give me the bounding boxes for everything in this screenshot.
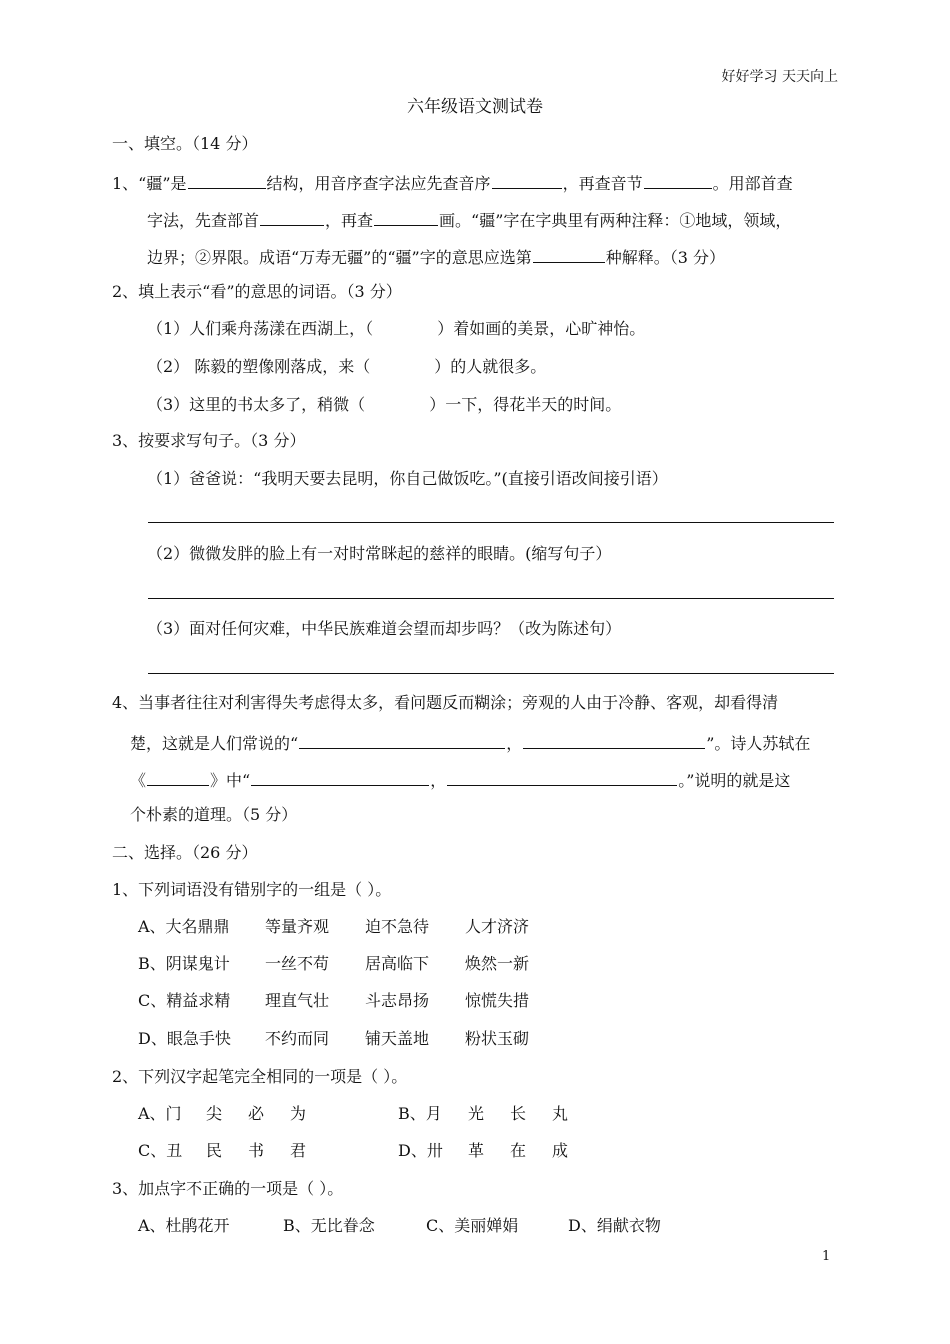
option-word: 粉状玉砌 xyxy=(465,1029,530,1048)
section1-heading: 一、填空。（14 分） xyxy=(112,134,258,153)
q3-item2: （2）微微发胖的脸上有一对时常眯起的慈祥的眼睛。(缩写句子） xyxy=(147,544,612,563)
q1-line2 xyxy=(147,207,791,232)
q4-text: ， xyxy=(430,771,447,790)
option-word: 居高临下 xyxy=(365,954,430,973)
mc1-option-a[interactable] xyxy=(138,916,529,938)
q3-item3: （3）面对任何灾难，中华民族难道会望而却步吗？（改为陈述句） xyxy=(147,619,622,638)
q1-text: ，再查 xyxy=(325,211,374,230)
answer-line[interactable] xyxy=(148,522,834,523)
q1-line3 xyxy=(147,244,725,269)
option-label: D、眼急手快 xyxy=(138,1029,231,1048)
option-char: 民 xyxy=(206,1141,223,1160)
q4-line2 xyxy=(130,730,810,755)
mc1-stem: 1、下列词语没有错别字的一组是（ ）。 xyxy=(112,880,392,899)
option-word: 一丝不苟 xyxy=(265,954,330,973)
option-word: 斗志昂扬 xyxy=(365,991,430,1010)
header-motto: 好好学习 天天向上 xyxy=(721,69,838,85)
q4-line1: 4、当事者往往对利害得失考虑得太多，看问题反而糊涂；旁观的人由于冷静、客观，却看得清 xyxy=(112,693,779,712)
fill-blank[interactable] xyxy=(251,767,429,786)
q4-text: 。”说明的就是这 xyxy=(678,771,791,790)
option-word: 人才济济 xyxy=(465,917,530,936)
fill-blank[interactable] xyxy=(147,767,209,786)
option-word: 铺天盖地 xyxy=(365,1029,430,1048)
fill-blank[interactable] xyxy=(523,730,705,749)
mc3-option-c[interactable]: C、美丽婵娟 xyxy=(426,1216,519,1235)
option-char: 君 xyxy=(290,1141,307,1160)
answer-line[interactable] xyxy=(148,673,834,674)
mc2-option-c[interactable] xyxy=(138,1140,306,1162)
q4-line3 xyxy=(130,767,790,792)
q2-stem: 2、填上表示“看”的意思的词语。（3 分） xyxy=(112,282,402,301)
fill-blank[interactable] xyxy=(644,170,712,189)
fill-blank[interactable] xyxy=(533,244,605,263)
option-label: B、阴谋鬼计 xyxy=(138,954,230,973)
option-word: 惊慌失措 xyxy=(465,991,530,1010)
q2-text: ）的人就很多。 xyxy=(434,357,547,376)
option-label: B、月 xyxy=(398,1104,442,1123)
mc2-stem: 2、下列汉字起笔完全相同的一项是（ ）。 xyxy=(112,1067,408,1086)
q2-item3 xyxy=(147,394,621,416)
mc1-option-b[interactable] xyxy=(138,953,529,975)
fill-blank[interactable] xyxy=(374,207,438,226)
option-label: C、丑 xyxy=(138,1141,183,1160)
q4-text: 》中“ xyxy=(210,771,251,790)
q1-text: 结构，用音序查字法应先查音序 xyxy=(266,174,491,193)
option-char: 成 xyxy=(552,1141,569,1160)
option-word: 焕然一新 xyxy=(465,954,530,973)
option-char: 书 xyxy=(248,1141,265,1160)
q3-item1: （1）爸爸说：“我明天要去昆明，你自己做饭吃。”(直接引语改间接引语） xyxy=(147,469,668,488)
option-label: D、卅 xyxy=(398,1141,443,1160)
mc2-option-d[interactable] xyxy=(398,1140,568,1162)
q1-text: 画。“疆”字在字典里有两种注释：①地域，领域， xyxy=(439,211,792,230)
mc3-option-d[interactable]: D、绢献衣物 xyxy=(568,1216,661,1235)
option-char: 长 xyxy=(510,1104,527,1123)
mc3-option-a[interactable]: A、杜鹃花开 xyxy=(138,1216,230,1235)
q1-text: 。用部首查 xyxy=(712,174,793,193)
q1-text: 字法，先查部首 xyxy=(147,211,260,230)
q2-item2 xyxy=(147,356,546,378)
q4-text: ， xyxy=(506,734,523,753)
option-char: 光 xyxy=(468,1104,485,1123)
q2-text: （2） 陈毅的塑像刚落成，来（ xyxy=(147,357,371,376)
q2-text: ）着如画的美景，心旷神怡。 xyxy=(437,319,646,338)
fill-blank[interactable] xyxy=(492,170,562,189)
mc3-option-b[interactable]: B、无比眷念 xyxy=(283,1216,375,1235)
q1-text: 边界；②界限。成语“万寿无疆”的“疆”字的意思应选第 xyxy=(147,248,532,267)
option-char: 尖 xyxy=(206,1104,223,1123)
q2-text: （3）这里的书太多了，稍微（ xyxy=(147,395,366,414)
option-char: 必 xyxy=(248,1104,265,1123)
q4-text: 《 xyxy=(130,771,147,790)
option-word: 等量齐观 xyxy=(265,917,330,936)
q4-text: ”。诗人苏轼在 xyxy=(706,734,811,753)
q2-text: ）一下，得花半天的时间。 xyxy=(429,395,622,414)
section2-heading: 二、选择。（26 分） xyxy=(112,843,258,862)
q4-text: 楚，这就是人们常说的“ xyxy=(130,734,299,753)
q1-line1 xyxy=(112,170,793,195)
q1-text: ，再查音节 xyxy=(562,174,643,193)
q4-line4: 个朴素的道理。（5 分） xyxy=(130,805,298,824)
option-char: 在 xyxy=(510,1141,527,1160)
mc2-option-b[interactable] xyxy=(398,1103,568,1125)
q3-stem: 3、按要求写句子。（3 分） xyxy=(112,431,306,450)
option-char: 丸 xyxy=(552,1104,569,1123)
option-char: 为 xyxy=(290,1104,307,1123)
page-number: 1 xyxy=(822,1249,831,1264)
q2-text: （1）人们乘舟荡漾在西湖上，（ xyxy=(147,319,374,338)
mc1-option-c[interactable] xyxy=(138,990,529,1012)
option-char: 革 xyxy=(468,1141,485,1160)
fill-blank[interactable] xyxy=(188,170,266,189)
fill-blank[interactable] xyxy=(260,207,324,226)
mc2-option-a[interactable] xyxy=(138,1103,306,1125)
page-title: 六年级语文测试卷 xyxy=(407,97,543,117)
mc3-stem: 3、加点字不正确的一项是（ ）。 xyxy=(112,1179,344,1198)
q1-text: 种解释。（3 分） xyxy=(605,248,726,267)
mc1-option-d[interactable] xyxy=(138,1028,529,1050)
option-word: 理直气壮 xyxy=(265,991,330,1010)
fill-blank[interactable] xyxy=(447,767,677,786)
option-label: A、大名鼎鼎 xyxy=(138,917,230,936)
option-word: 不约而同 xyxy=(265,1029,330,1048)
option-label: C、精益求精 xyxy=(138,991,231,1010)
answer-line[interactable] xyxy=(148,598,834,599)
fill-blank[interactable] xyxy=(299,730,505,749)
q1-text: 1、“疆”是 xyxy=(112,174,187,193)
option-label: A、门 xyxy=(138,1104,182,1123)
option-word: 迫不急待 xyxy=(365,917,430,936)
q2-item1 xyxy=(147,318,645,340)
